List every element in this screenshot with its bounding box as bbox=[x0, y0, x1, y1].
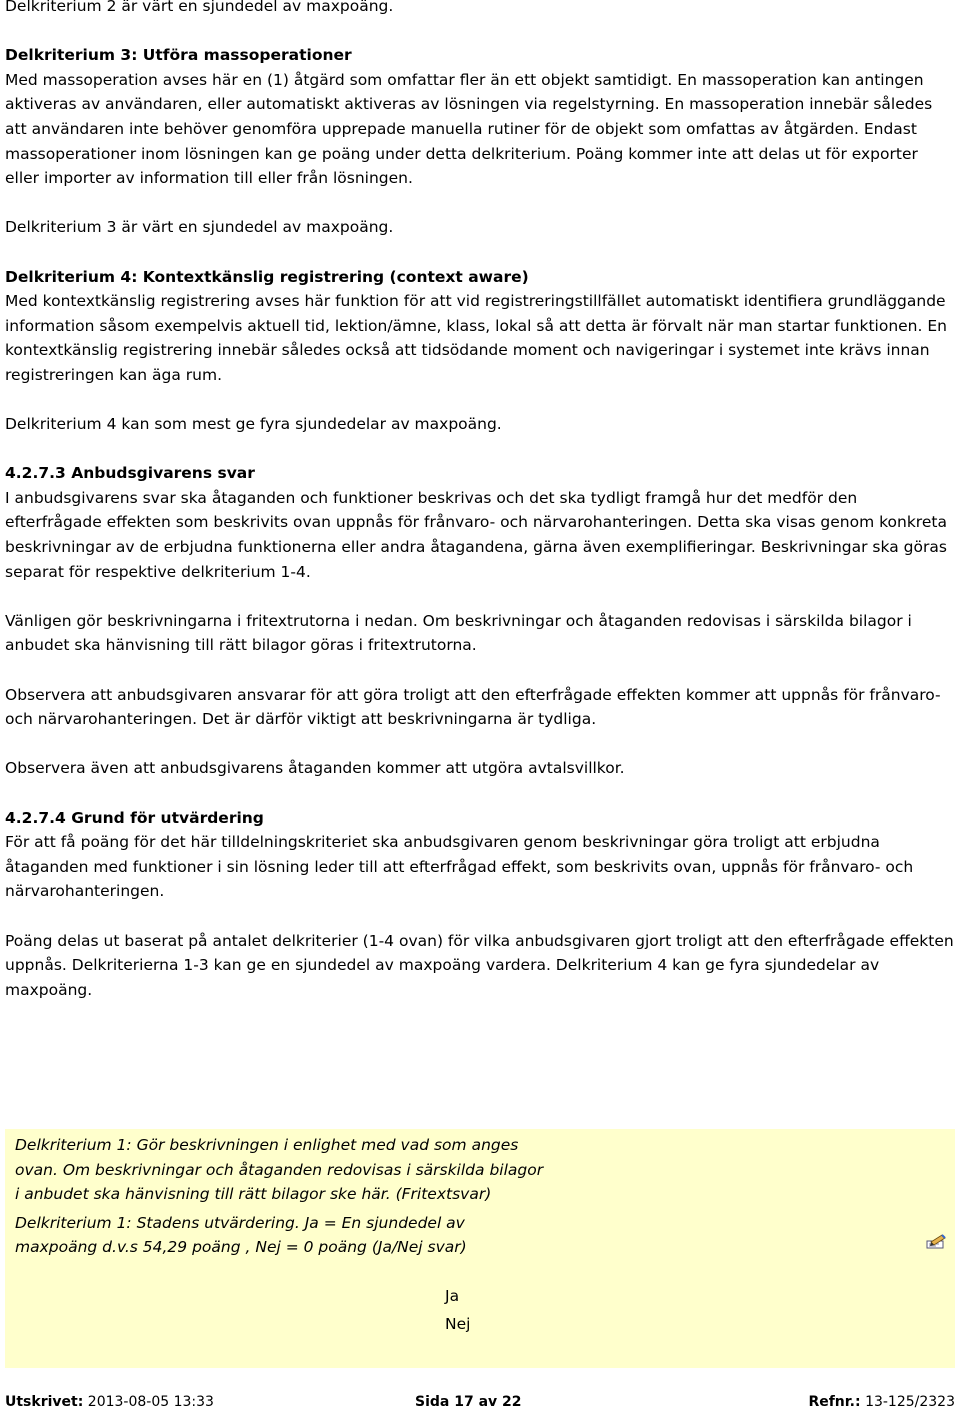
question-yes-no: Delkriterium 1: Stadens utvärdering. Ja = En sjundedel av maxpoäng d.v.s 54,29 poäng , Nej = 0 poäng (Ja/Nej svar) bbox=[15, 1213, 467, 1257]
answer-form-box bbox=[5, 1129, 955, 1368]
section-body: Med massoperation avses här en (1) åtgärd som omfattar fler än ett objekt samtidigt. En massoperation kan antingen aktiveras av användaren, eller automatiskt aktiveras av lösningen via regelstyrning. En massoperation innebär således att användaren inte behöver genomföra upprepade manuella rutiner för de objekt som omfattas av åtgärden. Endast massoperationer inom lösningen kan ge poäng under detta delkriterium. Poäng kommer inte att delas ut för exporter eller importer av information till eller från lösningen. bbox=[5, 70, 933, 188]
section-heading: Delkriterium 4: Kontextkänslig registrering (context aware) bbox=[5, 267, 529, 286]
paragraph: Poäng delas ut baserat på antalet delkriterier (1-4 ovan) för vilka anbudsgivaren gjort troligt att den efterfrågade effekten uppnås. Delkriterierna 1-3 kan ge en sjundedel av maxpoäng vardera. Delkriterium 4 kan ge fyra sjundedelar av maxpoäng. bbox=[5, 931, 954, 999]
section-heading: 4.2.7.4 Grund för utvärdering bbox=[5, 808, 264, 827]
edit-pencil-icon[interactable] bbox=[925, 1234, 947, 1250]
section-delkriterium-3 bbox=[5, 43, 955, 191]
section-body: Med kontextkänslig registrering avses här funktion för att vid registreringstillfället automatiskt identifiera grundläggande information såsom exempelvis aktuell tid, lektion/ämne, klass, lokal så att detta är förvalt när man startar funktionen. En kontextkänslig registrering innebär således också att tidsödande moment och navigeringar i systemet inte krävs innan registreringen kan äga rum. bbox=[5, 292, 947, 384]
option-no[interactable]: Nej bbox=[445, 1315, 471, 1333]
section-heading: Delkriterium 3: Utföra massoperationer bbox=[5, 46, 352, 65]
section-4-2-7-3 bbox=[5, 461, 955, 584]
ref-label: Refnr.: bbox=[808, 1394, 861, 1410]
paragraph: Observera att anbudsgivaren ansvarar för att göra troligt att den efterfrågade effekten kommer att uppnås för frånvaro- och närvarohanteringen. Det är därför viktigt att beskrivningarna är tydliga. bbox=[5, 685, 941, 729]
document-body bbox=[5, 0, 955, 1027]
option-yes[interactable]: Ja bbox=[445, 1287, 460, 1305]
paragraph: Observera även att anbudsgivarens åtaganden kommer att utgöra avtalsvillkor. bbox=[5, 759, 625, 778]
section-body: I anbudsgivarens svar ska åtaganden och funktioner beskrivas och det ska tydligt framgå hur det medför den efterfrågade effekten som beskrivits ovan uppnås för frånvaro- och närvarohanteringen. Detta ska visas genom konkreta beskrivningar av de erbjudna funktionerna eller andra åtagandena, gärna även exemplifieringar. Beskrivningar ska göras separat för respektive delkriterium 1-4. bbox=[5, 488, 947, 581]
ref-value: 13-125/2323 bbox=[865, 1394, 955, 1410]
printed-label: Utskrivet: bbox=[5, 1394, 84, 1410]
intro-line: Delkriterium 2 är värt en sjundedel av maxpoäng. bbox=[5, 0, 394, 15]
form-questions bbox=[15, 1133, 545, 1260]
value-note: Delkriterium 4 kan som mest ge fyra sjundedelar av maxpoäng. bbox=[5, 415, 502, 434]
section-heading: 4.2.7.3 Anbudsgivarens svar bbox=[5, 464, 255, 483]
reference-number bbox=[808, 1390, 955, 1414]
page-number: Sida 17 av 22 bbox=[415, 1394, 522, 1410]
question-free-text: Delkriterium 1: Gör beskrivningen i enlighet med vad som anges ovan. Om beskrivningar och åtaganden redovisas i särskilda bilagor i anbudet ska hänvisning till rätt bilagor ske här. (Fritextsvar) bbox=[15, 1136, 544, 1204]
printed-value: 2013-08-05 13:33 bbox=[87, 1394, 214, 1410]
paragraph: Vänligen gör beskrivningarna i fritextrutorna i nedan. Om beskrivningar och åtaganden redovisas i särskilda bilagor i anbudet ska hänvisning till rätt bilagor göras i fritextrutorna. bbox=[5, 611, 912, 655]
section-body: För att få poäng för det här tilldelningskriteriet ska anbudsgivaren genom beskrivningar göra troligt att erbjudna åtaganden med funktioner i sin lösning leder till att efterfrågad effekt, som beskrivits ovan, uppnås för frånvaro- och närvarohanteringen. bbox=[5, 833, 914, 901]
value-note: Delkriterium 3 är värt en sjundedel av maxpoäng. bbox=[5, 218, 394, 237]
section-4-2-7-4 bbox=[5, 806, 955, 904]
printed-info bbox=[5, 1390, 214, 1414]
section-delkriterium-4 bbox=[5, 265, 955, 388]
page-footer bbox=[5, 1390, 955, 1414]
